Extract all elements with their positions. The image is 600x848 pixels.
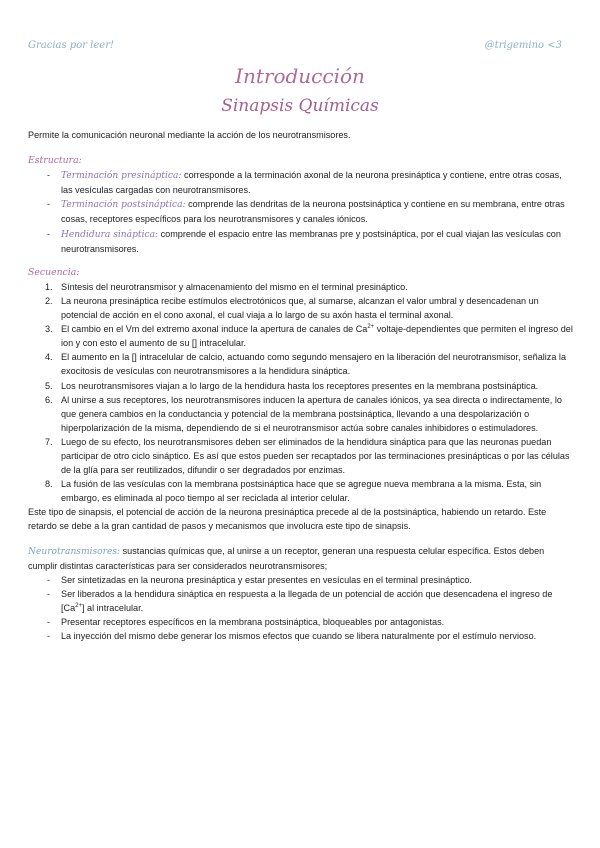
list-item: - Presentar receptores específicos en la membrana postsináptica, bloqueables por antagonistas. — [47, 617, 445, 627]
criterion-text: Ser liberados a la hendidura sináptica en respuesta a la llegada de un potencial de acción que desencadena el ingreso de [Ca — [61, 588, 553, 613]
header-left-note: Gracias por leer! — [28, 40, 115, 51]
step-text: Al unirse a sus receptores, los neurotransmisores inducen la apertura de canales iónicos, ya sea directa o indirectamente, lo que genera cambios en la conductancia y potencial de la membrana postsináptica, llevando a una despolarización o hiperpolarización de la misma, dependiendo de si el neurotransmisor actúa sobre canales inhibidores o estimuladores. — [61, 394, 562, 433]
step-text: La neurona presináptica recibe estímulos electrotónicos que, al sumarse, alcanzan el valor umbral y desencadenan un potencial de acción en el cono axonal, el cual viaja a lo largo de su axón hasta el terminal axonal. — [61, 295, 539, 321]
step-text: El aumento en la [] intracelular de calcio, actuando como segundo mensajero en la liberación del neurotransmisor, señaliza la exocitosis de vesículas con neurotransmisores a la hendidura sináptica. — [61, 352, 566, 377]
superscript: 2+ — [367, 324, 375, 331]
criterion-text: ] al intracelular. — [82, 602, 144, 613]
list-item: 5. Los neurotransmisores viajan a lo largo de la hendidura hasta los receptores presentes en la membrana postsináptica. — [45, 380, 539, 391]
document-body — [28, 128, 573, 643]
list-item: - La inyección del mismo debe generar los mismos efectos que cuando se libera naturalmente por el estímulo nervioso. — [47, 631, 537, 642]
list-item: - Ser liberados a la hendidura sináptica en respuesta a la llegada de un potencial de acción que desencadena el ingreso de $[Ca^{2+}]$ al intracelular. — [47, 588, 553, 613]
list-item: 2. La neurona presináptica recibe estímulos electrotónicos que, al sumarse, alcanzan el valor umbral y desencadenan un potencial de acción en el cono axonal, el cual viaja a lo largo de su axón hasta el terminal axonal. — [45, 295, 539, 321]
superscript: 2+ — [75, 602, 82, 609]
term-label: Neurotransmisores: — [28, 546, 121, 557]
list-item: 7. Luego de su efecto, los neurotransmisores deben ser eliminados de la hendidura sináptica para que las neuronas puedan participar de otro ciclo sináptico. Es así que estos pueden ser recaptados por las terminaciones presinápticas o por las células de la glía para ser reutilizados, difundir o ser degradados por enzimas. — [45, 436, 570, 476]
page-subtitle: Sinapsis Químicas — [221, 96, 379, 116]
list-item: 6. Al unirse a sus receptores, los neurotransmisores inducen la apertura de canales iónicos, ya sea directa o indirectamente, lo que genera cambios en la conductancia y potencial de la membrana postsináptica, llevando a una despolarización o hiperpolarización de la misma, dependiendo de si el neurotransmisor actúa sobre canales inhibidores o estimuladores. — [45, 394, 562, 433]
list-item: - Hendidura sináptica: comprende el espacio entre las membranas pre y postsináptica, por el cual viajan las vesículas con neurotransmisores. — [47, 228, 561, 254]
list-item: - Terminación presináptica: corresponde a la terminación axonal de la neurona presináptica y contiene, entre otras cosas, las vesículas cargadas con neurotransmisores. — [47, 170, 562, 196]
step-text: Los neurotransmisores viajan a lo largo de la hendidura hasta los receptores presentes en la membrana postsináptica. — [61, 380, 539, 391]
criterion-text: Presentar receptores específicos en la membrana postsináptica, bloqueables por antagonistas. — [61, 617, 445, 627]
list-item: 3. El cambio en el Vm del extremo axonal induce la apertura de canales de $Ca^{2+}$ voltaje-dependientes que permiten el ingreso del ion y con esto el aumento de su [] intracelular. — [45, 324, 573, 349]
term-definition: comprende las dendritas de la neurona postsináptica y contiene en su membrana, entre otras cosas, receptores específicos para los neurotransmisores y canales iónicos. — [61, 199, 565, 225]
header-right-note: @trigemino <3 — [484, 40, 562, 51]
list-item: - Ser sintetizadas en la neurona presináptica y estar presentes en vesículas en el terminal presináptico. — [47, 574, 472, 585]
neurotransmisores-paragraph — [28, 544, 573, 573]
neurotransmisores-criteria-list — [28, 573, 573, 643]
intro-paragraph: Permite la comunicación neuronal mediante la acción de los neurotransmisores. — [28, 130, 351, 140]
list-item: 8. La fusión de las vesículas con la membrana postsináptica hace que se agregue nueva membrana a la misma. Esta, sin embargo, es eliminada al poco tiempo al ser reciclada al interior celular. — [45, 479, 542, 504]
term-label: Terminación postsináptica: — [61, 200, 186, 211]
list-item: - Terminación postsináptica: comprende las dendritas de la neurona postsináptica y contiene en su membrana, entre otras cosas, receptores específicos para los neurotransmisores y canales iónicos. — [47, 199, 565, 225]
section-heading-estructura: Estructura: — [28, 155, 82, 167]
step-text: Luego de su efecto, los neurotransmisores deben ser eliminados de la hendidura sináptica para que las neuronas puedan participar de otro ciclo sináptico. Es así que estos pueden ser recaptados por las terminaciones presinápticas o por las células de la glía para ser reutilizados, difundir o ser degradados por enzimas. — [61, 436, 570, 476]
list-item: 1. Síntesis del neurotransmisor y almacenamiento del mismo en el terminal presináptico. — [45, 281, 408, 292]
section-heading-secuencia: Secuencia: — [28, 266, 80, 278]
step-text: Síntesis del neurotransmisor y almacenamiento del mismo en el terminal presináptico. — [61, 281, 408, 292]
step-text: voltaje-dependientes que permiten el ingreso del ion y con esto el aumento de su [] intracelular. — [61, 324, 573, 349]
term-definition: sustancias químicas que, al unirse a un receptor, generan una respuesta celular específica. Estos deben cumplir distintas características para ser considerados neurotransmisores; — [28, 545, 545, 571]
secuencia-list — [28, 280, 573, 506]
step-text: La fusión de las vesículas con la membrana postsináptica hace que se agregue nueva membrana a la misma. Esta, sin embargo, es eliminada al poco tiempo al ser reciclada al interior celular. — [61, 479, 542, 504]
step-text: El cambio en el Vm del extremo axonal induce la apertura de canales de Ca — [61, 324, 368, 335]
estructura-list — [28, 168, 573, 256]
term-definition: corresponde a la terminación axonal de la neurona presináptica y contiene, entre otras cosas, las vesículas cargadas con neurotransmisores. — [61, 170, 562, 196]
criterion-text: Ser sintetizadas en la neurona presináptica y estar presentes en vesículas en el terminal presináptico. — [61, 574, 472, 585]
term-label: Hendidura sináptica: — [61, 229, 159, 240]
secuencia-closing-paragraph: Este tipo de sinapsis, el potencial de acción de la neurona presináptica precede al de la postsináptica, habiendo un retardo. Este retardo se debe a la gran cantidad de pasos y mecanismos que involucra este tipo de sinapsis. — [28, 507, 547, 532]
term-label: Terminación presináptica: — [61, 171, 182, 182]
page-title: Introducción — [235, 64, 365, 88]
criterion-text: La inyección del mismo debe generar los mismos efectos que cuando se libera naturalmente por el estímulo nervioso. — [61, 631, 537, 642]
list-item: 4. El aumento en la [] intracelular de calcio, actuando como segundo mensajero en la liberación del neurotransmisor, señaliza la exocitosis de vesículas con neurotransmisores a la hendidura sináptica. — [45, 352, 566, 377]
term-definition: comprende el espacio entre las membranas pre y postsináptica, por el cual viajan las vesículas con neurotransmisores. — [61, 228, 561, 254]
